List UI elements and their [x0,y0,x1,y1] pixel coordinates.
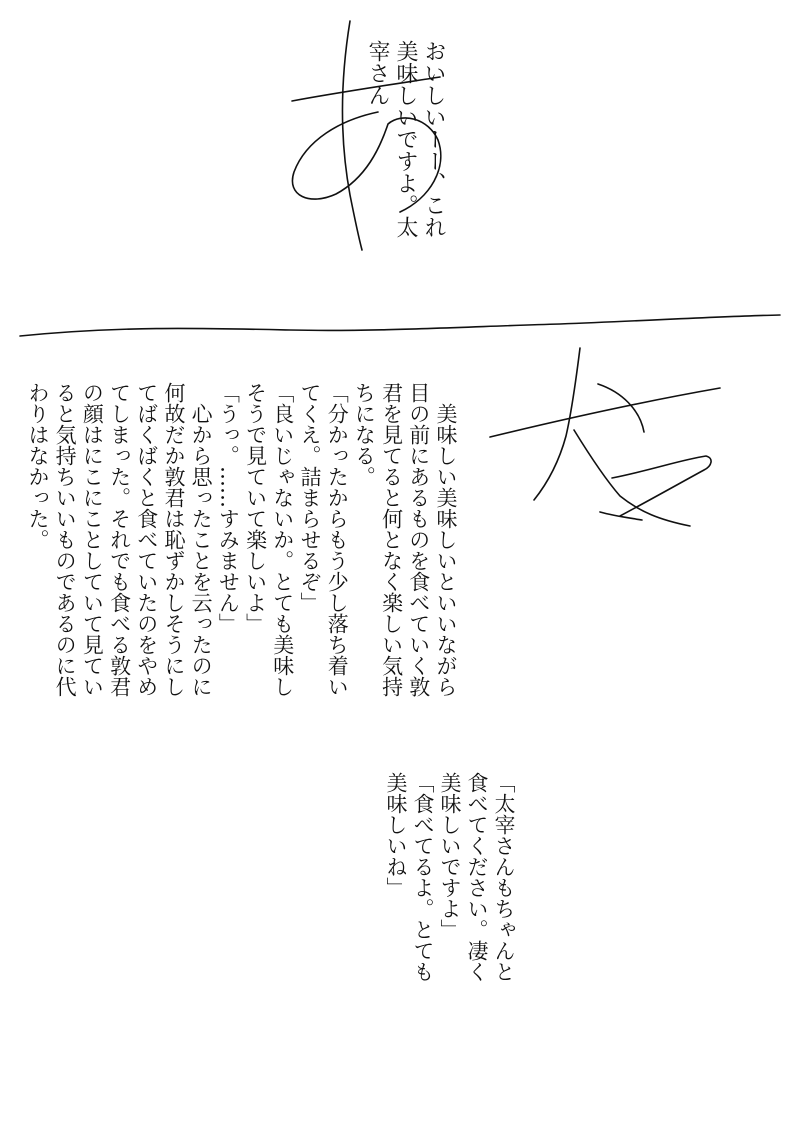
narration-line: ると気持ちいいものであるのに代 [53,382,78,697]
dialog-block [382,772,517,1032]
tai-horizontal-stroke [490,388,720,437]
narration-line: の顔はにこにことしていて見てい [80,382,105,697]
main-narration [24,382,459,722]
top-monologue-line: 宰さん [365,40,390,106]
tai-vertical-left [534,348,580,500]
narration-line: てしまった。それでも食べる敦君 [107,382,132,697]
dialog-line: 美味しいですよ」 [438,772,462,940]
narration-line: そうで見ていて楽しいよ」 [243,382,268,634]
top-monologue-line: おいしいーー、これ [421,40,446,238]
dialog-line: 「太宰さんもちゃんと [492,772,516,982]
wavy-divider-line [20,315,780,336]
narration-line: 君を見てると何となく楽しい気持 [379,382,404,697]
narration-line: 「うっ。……すみません」 [216,382,241,634]
top-monologue-line: 美味しいですよ。太 [393,40,418,238]
narration-line: 「分かったからもう少し落ち着い [325,382,350,697]
tai-sweep-right [574,430,690,526]
narration-line: わりはなかった。 [25,382,50,550]
tai-inner-curve [598,384,644,432]
dialog-line: 食べてください。凄く [465,772,489,982]
narration-line: 美味しい美味しいといいながら [434,382,458,697]
narration-line: 目の前にあるものを食べていく敦 [406,382,431,697]
narration-line: てばくばくと食べていたのをやめ [134,382,159,697]
top-monologue [363,40,447,280]
narration-line: 心から思ったことを云ったのに [189,382,214,697]
a-vertical-stroke [342,21,362,250]
narration-line: 何故だか敦君は恥ずかしそうにし [161,382,186,697]
dialog-line: 美味しいね」 [384,772,408,898]
tai-right-hook [612,456,711,516]
narration-line: 「良いじゃないか。とても美味し [270,382,295,697]
tai-dot [600,512,642,520]
narration-line: てくえ。詰まらせるぞ」 [297,382,322,613]
narration-line: ちになる。 [352,382,377,487]
handdrawn-tai-glyph [490,348,720,526]
dialog-line: 「食べてるよ。とても [411,772,435,982]
